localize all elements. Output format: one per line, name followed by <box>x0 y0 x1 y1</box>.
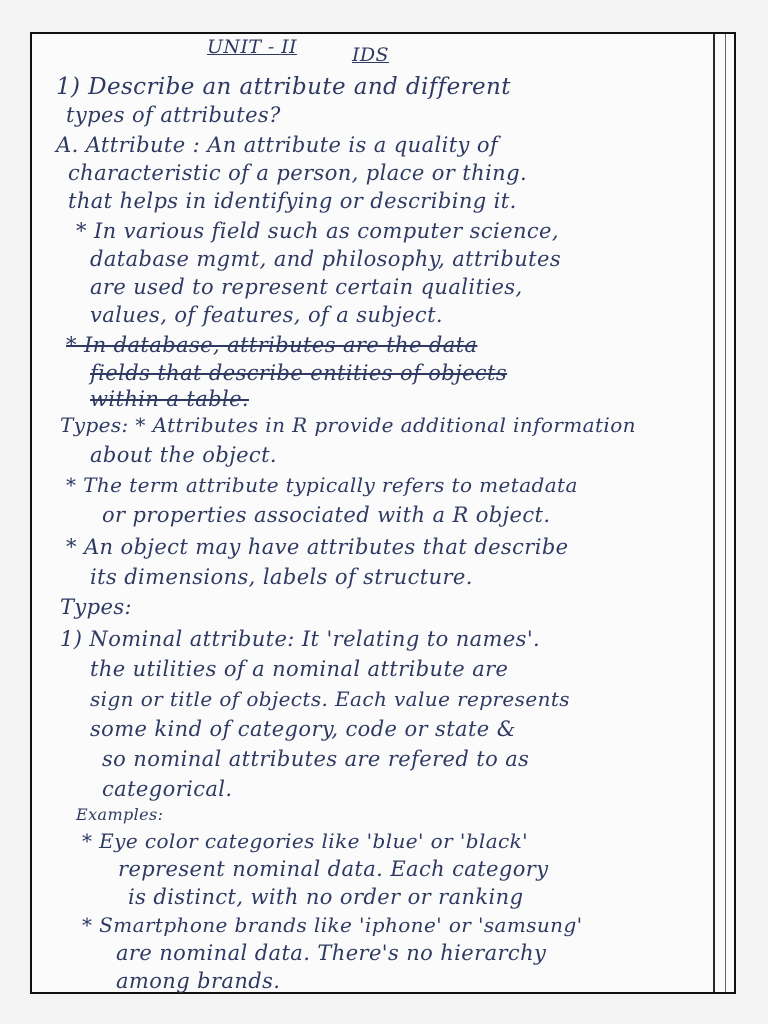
struck-line-1: * In database, attributes are the data <box>66 333 478 357</box>
eye-color-line-2: represent nominal data. Each category <box>118 857 549 881</box>
answer-line-3: that helps in identifying or describing it. <box>68 189 517 213</box>
metadata-line-2: or properties associated with a R object. <box>102 503 551 527</box>
types-r-line-2: about the object. <box>90 443 278 467</box>
eye-color-line-3: is distinct, with no order or ranking <box>128 885 524 909</box>
nominal-line-4: some kind of category, code or state & <box>90 717 516 741</box>
metadata-line-1: * The term attribute typically refers to metadata <box>66 473 578 497</box>
nominal-line-6: categorical. <box>102 777 233 801</box>
nominal-line-1: 1) Nominal attribute: It 'relating to names'. <box>60 627 541 651</box>
answer-line-2: characteristic of a person, place or thing. <box>68 161 528 185</box>
struck-line-3: within a table. <box>90 387 249 411</box>
object-line-1: * An object may have attributes that describe <box>66 535 569 559</box>
answer-line-1: A. Attribute : An attribute is a quality of <box>56 133 499 157</box>
types-r-line-1: Types: * Attributes in R provide additional information <box>60 413 636 437</box>
bullet-line-3: are used to represent certain qualities, <box>90 275 523 299</box>
examples-heading: Examples: <box>76 805 164 824</box>
eye-color-line-1: * Eye color categories like 'blue' or 'black' <box>82 829 529 853</box>
smartphone-line-1: * Smartphone brands like 'iphone' or 'samsung' <box>82 913 583 937</box>
nominal-line-2: the utilities of a nominal attribute are <box>90 657 509 681</box>
bullet-line-1: * In various field such as computer science, <box>76 219 559 243</box>
nominal-line-5: so nominal attributes are refered to as <box>102 747 530 771</box>
bullet-line-2: database mgmt, and philosophy, attributes <box>90 247 562 271</box>
notebook-page <box>30 32 736 994</box>
types-heading: Types: <box>60 595 132 619</box>
smartphone-line-3: among brands. <box>116 969 281 993</box>
heading-unit: UNIT - II <box>207 36 297 58</box>
question-line-1: 1) Describe an attribute and different <box>56 74 511 100</box>
heading-subject: IDS <box>352 44 389 66</box>
page-binding-edge <box>713 34 726 992</box>
bullet-line-4: values, of features, of a subject. <box>90 303 443 327</box>
question-line-2: types of attributes? <box>66 103 281 127</box>
struck-line-2: fields that describe entities of objects <box>90 361 508 385</box>
nominal-line-3: sign or title of objects. Each value represents <box>90 687 570 711</box>
object-line-2: its dimensions, labels of structure. <box>90 565 473 589</box>
smartphone-line-2: are nominal data. There's no hierarchy <box>116 941 547 965</box>
